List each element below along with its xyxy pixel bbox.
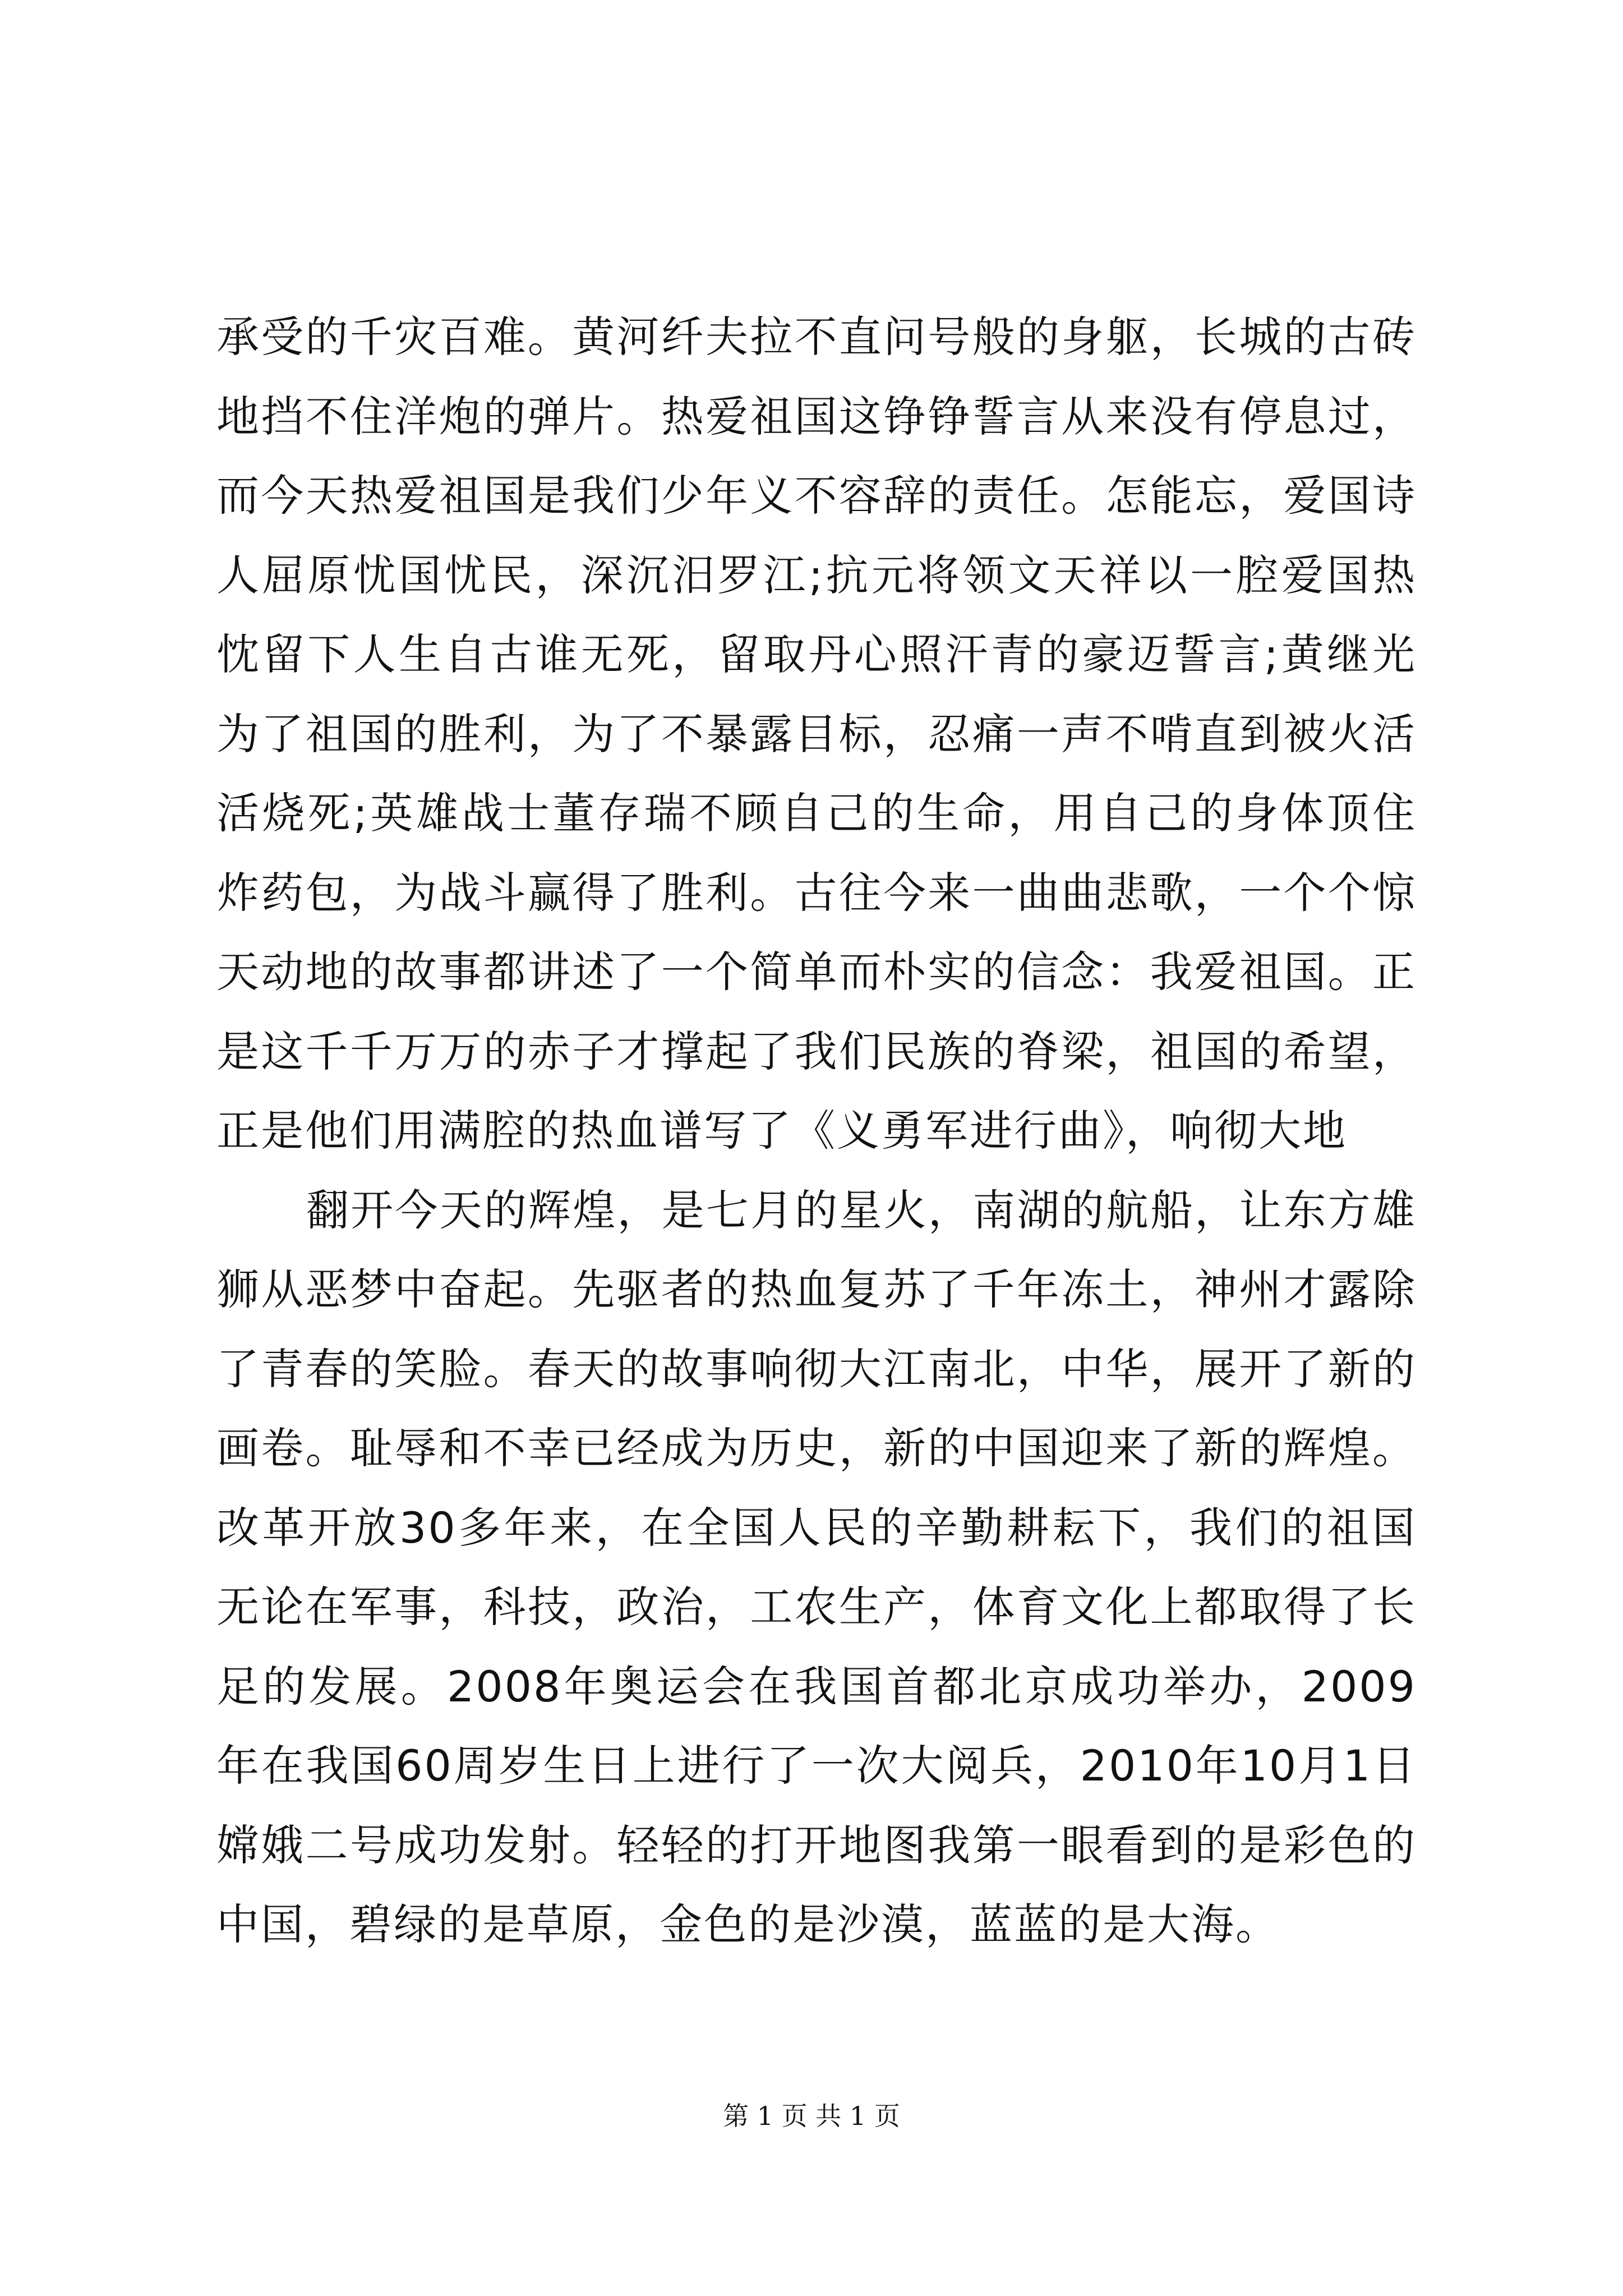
page-footer: 第 1 页 共 1 页 [723, 2101, 900, 2131]
paragraph: 翻开今天的辉煌，是七月的星火，南湖的航船，让东方雄狮从恶梦中奋起。先驱者的热血复苏了千年冻土，神州才露除了青春的笑脸。春天的故事响彻大江南北，中华，展开了新的画卷。耻辱和不幸已经成为历史，新的中国迎来了新的辉煌。改革开放30多年来，在全国人民的辛勤耕耘下，我们的祖国无论在军事，科技，政治，工农生产，体育文化上都取得了长足的发展。2008年奥运会在我国首都北京成功举办，2009年在我国60周岁生日上进行了一次大阅兵，2010年10月1日嫦娥二号成功发射。轻轻的打开地图我第一眼看到的是彩色的中国，碧绿的是草原，金色的是沙漠，蓝蓝的是大海。 [216, 1185, 1417, 1949]
document-body [216, 297, 1417, 1964]
paragraph-continued: 承受的千灾百难。黄河纤夫拉不直问号般的身躯，长城的古砖地挡不住洋炮的弹片。热爱祖国这铮铮誓言从来没有停息过，而今天热爱祖国是我们少年义不容辞的责任。怎能忘，爱国诗人屈原忧国忧民，深沉汨罗江;抗元将领文天祥以一腔爱国热忱留下人生自古谁无死，留取丹心照汗青的豪迈誓言;黄继光为了祖国的胜利，为了不暴露目标，忍痛一声不啃直到被火活活烧死;英雄战士董存瑞不顾自己的生命，用自己的身体顶住炸药包，为战斗赢得了胜利。古往今来一曲曲悲歌，一个个惊天动地的故事都讲述了一个简单而朴实的信念：我爱祖国。正是这千千万万的赤子才撑起了我们民族的脊梁，祖国的希望，正是他们用满腔的热血谱写了《义勇军进行曲》，响彻大地 [216, 312, 1417, 1156]
